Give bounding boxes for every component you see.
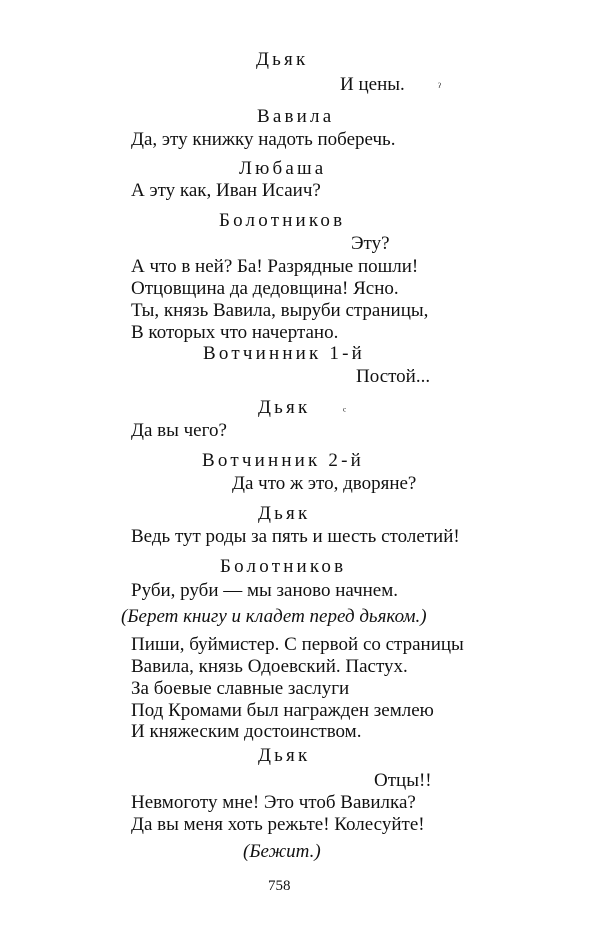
- dialogue-line: Руби, руби — мы заново начнем.: [131, 580, 398, 601]
- speaker-name: Вавила: [257, 106, 335, 127]
- dialogue-line: Да вы меня хоть режьте! Колесуйте!: [131, 814, 425, 835]
- dialogue-line: Невмоготу мне! Это чтоб Вавилка?: [131, 792, 416, 813]
- print-speck: ᶜ: [343, 404, 347, 418]
- dialogue-line: А что в ней? Ба! Разрядные пошли!: [131, 256, 419, 277]
- speaker-name: Любаша: [239, 158, 327, 179]
- page-number: 758: [268, 878, 291, 894]
- dialogue-line: Ты, князь Вавила, выруби страницы,: [131, 300, 429, 321]
- dialogue-line: Эту?: [351, 233, 390, 254]
- dialogue-line: Постой...: [356, 366, 431, 387]
- speaker-name: Дьяк: [258, 503, 311, 524]
- stage-direction: (Бежит.): [243, 841, 321, 862]
- speaker-name: Дьяк: [258, 745, 311, 766]
- speaker-name: Вотчинник 2-й: [202, 450, 365, 471]
- print-speck: ˀ: [438, 80, 441, 94]
- dialogue-line: И цены.: [340, 74, 405, 95]
- dialogue-line: И княжеским достоинством.: [131, 721, 362, 742]
- dialogue-line: Пиши, буймистер. С первой со страницы: [131, 634, 464, 655]
- dialogue-line: Да вы чего?: [131, 420, 227, 441]
- dialogue-line: Под Кромами был награжден землею: [131, 700, 434, 721]
- dialogue-line: Да что ж это, дворяне?: [232, 473, 417, 494]
- dialogue-line: Отцовщина да дедовщина! Ясно.: [131, 278, 399, 299]
- speaker-name: Вотчинник 1-й: [203, 343, 366, 364]
- dialogue-line: Вавила, князь Одоевский. Пастух.: [131, 656, 408, 677]
- speaker-name: Болотников: [219, 210, 346, 231]
- speaker-name: Дьяк: [256, 49, 309, 70]
- dialogue-line: За боевые славные заслуги: [131, 678, 350, 699]
- stage-direction: (Берет книгу и кладет перед дьяком.): [121, 606, 427, 627]
- dialogue-line: Отцы!!: [374, 770, 432, 791]
- speaker-name: Дьяк: [258, 397, 311, 418]
- speaker-name: Болотников: [220, 556, 347, 577]
- dialogue-line: В которых что начертано.: [131, 322, 339, 343]
- dialogue-line: Да, эту книжку надоть поберечь.: [131, 129, 396, 150]
- dialogue-line: А эту как, Иван Исаич?: [131, 180, 321, 201]
- dialogue-line: Ведь тут роды за пять и шесть столетий!: [131, 526, 460, 547]
